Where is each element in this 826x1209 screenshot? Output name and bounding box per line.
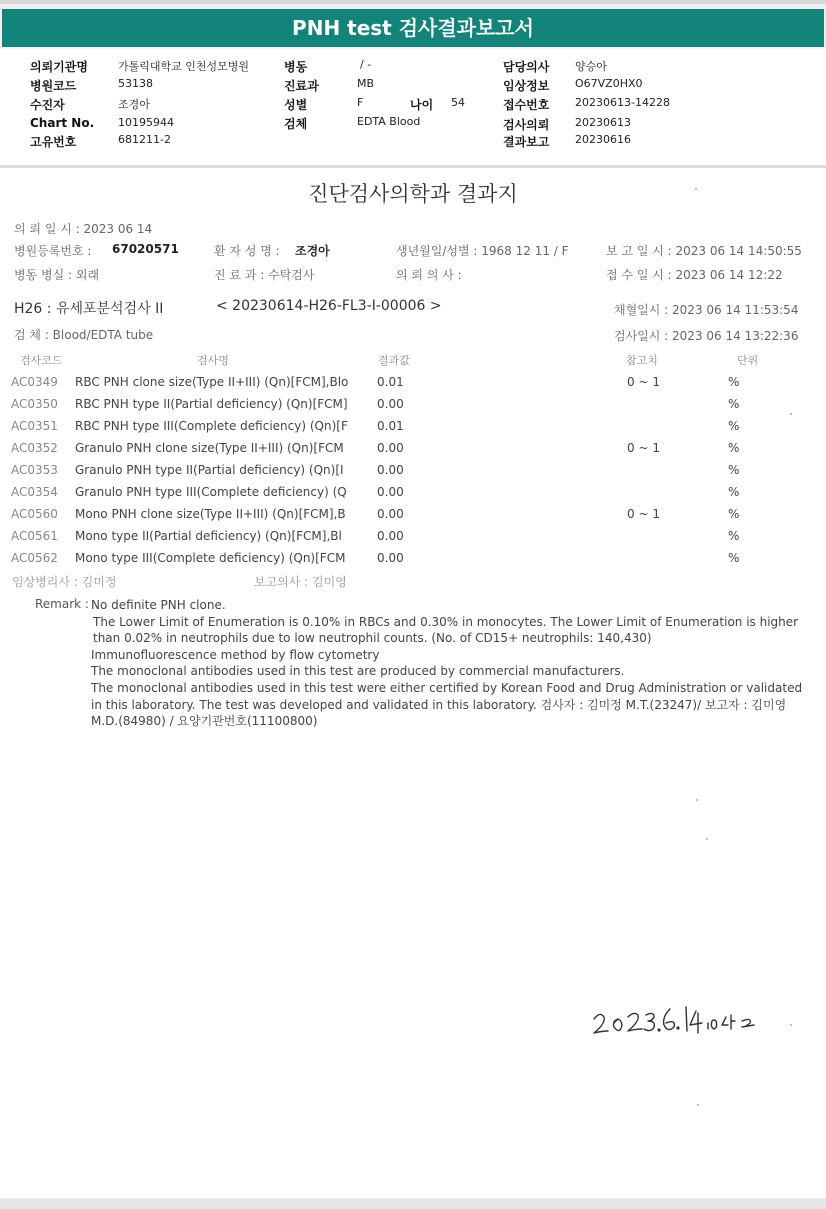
column-header-reference: 참고치 <box>626 354 658 367</box>
test-reference: 0 ~ 1 <box>627 375 660 389</box>
info-value: 20230613 <box>575 116 631 129</box>
age-value: 54 <box>451 96 465 109</box>
order-date: 의 뢰 일 시 : 2023 06 14 <box>14 222 153 236</box>
test-result: 0.00 <box>377 463 404 477</box>
report-datetime: 보 고 일 시 : 2023 06 14 14:50:55 <box>606 244 802 258</box>
test-reference: 0 ~ 1 <box>627 507 660 521</box>
column-header-result: 결과값 <box>378 354 410 367</box>
info-label: 검체 <box>284 117 308 131</box>
test-code: AC0350 <box>11 397 58 411</box>
info-label: 검사의뢰 <box>503 118 550 132</box>
table-row <box>0 460 826 482</box>
test-name: RBC PNH type III(Complete deficiency) (Qn)[F <box>75 419 348 433</box>
test-name: Mono PNH clone size(Type II+III) (Qn)[FCM],B <box>75 507 346 521</box>
test-unit: % <box>728 529 740 543</box>
table-row <box>0 394 826 416</box>
test-name: Granulo PNH clone size(Type II+III) (Qn)[FCM <box>75 441 344 455</box>
column-header-name: 검사명 <box>197 354 229 367</box>
info-value: 20230613-14228 <box>575 96 670 109</box>
test-unit: % <box>728 375 740 389</box>
test-result: 0.00 <box>377 507 404 521</box>
patient-name: 조경아 <box>295 244 330 258</box>
remark-line: The monoclonal antibodies used in this test were either certified by Korean Food and Drug Administration or validated in this laboratory. The test was developed and validated in this laboratory. 검사자 : 김미정 M.T.(23247)/ 보고자 : 김미영 M.D.(84980) / 요양기관번호(11100800) <box>91 680 803 729</box>
info-value: O67VZ0HX0 <box>575 77 643 90</box>
info-value: 53138 <box>118 77 153 90</box>
test-code: AC0353 <box>11 463 58 477</box>
column-header-code: 검사코드 <box>20 354 63 367</box>
result-sheet-title: 진단검사의학과 결과지 <box>308 182 518 206</box>
info-label: 병동 <box>284 60 308 74</box>
test-code: AC0349 <box>11 375 58 389</box>
table-row <box>0 504 826 526</box>
test-title: H26 : 유세포분석검사 II <box>14 301 164 317</box>
info-label: 병원코드 <box>30 79 77 93</box>
test-result: 0.00 <box>377 551 404 565</box>
report-header: PNH test 검사결과보고서 <box>2 9 824 47</box>
test-name: Mono type III(Complete deficiency) (Qn)[FCM <box>75 551 346 565</box>
test-name: RBC PNH type II(Partial deficiency) (Qn)[FCM] <box>75 397 348 411</box>
test-code: AC0351 <box>11 419 58 433</box>
table-row <box>0 482 826 504</box>
test-unit: % <box>728 463 740 477</box>
handwritten-signature <box>590 1001 780 1045</box>
test-unit: % <box>728 419 740 433</box>
info-label: Chart No. <box>30 116 95 130</box>
table-row <box>0 372 826 394</box>
table-row <box>0 438 826 460</box>
top-border <box>0 0 826 4</box>
age-label: 나이 <box>410 98 434 112</box>
test-unit: % <box>728 507 740 521</box>
test-result: 0.00 <box>377 397 404 411</box>
table-row <box>0 416 826 438</box>
reporting-doctor: 보고의사 : 김미영 <box>254 575 347 589</box>
remark-text <box>91 597 813 730</box>
test-result: 0.01 <box>377 375 404 389</box>
test-code: AC0352 <box>11 441 58 455</box>
test-result: 0.00 <box>377 441 404 455</box>
remark-line: The monoclonal antibodies used in this test are produced by commercial manufacturers. <box>91 664 625 679</box>
patient-info-panel <box>0 49 826 165</box>
test-unit: % <box>728 551 740 565</box>
info-value: F <box>357 96 364 109</box>
test-code: AC0561 <box>11 529 58 543</box>
patient-name-label: 환 자 성 명 : <box>214 244 280 258</box>
info-label: 의뢰기관명 <box>30 60 88 74</box>
info-value: 681211-2 <box>118 133 171 146</box>
info-value: 조경아 <box>118 98 150 111</box>
info-label: 성별 <box>284 98 308 112</box>
ward-room: 병동 병실 : 외래 <box>14 268 100 282</box>
test-name: RBC PNH clone size(Type II+III) (Qn)[FCM],Blo <box>75 375 349 389</box>
accession-number: < 20230614-H26-FL3-I-00006 > <box>216 298 442 314</box>
results-table <box>0 372 826 570</box>
test-reference: 0 ~ 1 <box>627 441 660 455</box>
scanned-result-sheet <box>0 168 826 1198</box>
info-label: 수진자 <box>30 98 65 112</box>
info-value: EDTA Blood <box>357 115 421 128</box>
info-label: 임상정보 <box>503 79 550 93</box>
info-value: MB <box>357 77 375 90</box>
test-name: Granulo PNH type III(Complete deficiency) (Q <box>75 485 347 499</box>
department: 진 료 과 : 수탁검사 <box>214 268 315 282</box>
remark-line: No definite PNH clone. <box>91 598 226 612</box>
test-code: AC0562 <box>11 551 58 565</box>
test-name: Granulo PNH type II(Partial deficiency) (Qn)[I <box>75 463 344 477</box>
test-unit: % <box>728 441 740 455</box>
birth-sex: 생년월일/성별 : 1968 12 11 / F <box>396 244 569 258</box>
info-value: / - <box>360 58 372 71</box>
bottom-border <box>0 1198 826 1209</box>
table-row <box>0 526 826 548</box>
collection-datetime: 채혈일시 : 2023 06 14 11:53:54 <box>614 303 799 317</box>
info-value: 가톨릭대학교 인천성모병원 <box>118 60 250 73</box>
test-datetime: 검사일시 : 2023 06 14 13:22:36 <box>614 329 799 343</box>
test-code: AC0354 <box>11 485 58 499</box>
test-result: 0.00 <box>377 485 404 499</box>
column-header-unit: 단위 <box>737 354 759 367</box>
info-value: 10195944 <box>118 116 174 129</box>
remark-label: Remark : <box>35 597 89 611</box>
info-label: 진료과 <box>284 79 319 93</box>
remark-line: The Lower Limit of Enumeration is 0.10% in RBCs and 0.30% in monocytes. The Lower Limit of Enumeration is higher than 0.02% in neutrophils due to low neutrophil counts. (No. of CD15+ neutrophils: 140,430) <box>93 614 799 646</box>
info-label: 접수번호 <box>503 98 550 112</box>
test-result: 0.01 <box>377 419 404 433</box>
info-label: 결과보고 <box>503 135 550 149</box>
table-row <box>0 548 826 570</box>
pathologist: 임상병리사 : 김미정 <box>12 575 117 589</box>
info-value: 20230616 <box>575 133 631 146</box>
specimen: 검 체 : Blood/EDTA tube <box>14 328 154 342</box>
ordering-doctor: 의 뢰 의 사 : <box>396 268 462 282</box>
registration-label: 병원등록번호 : <box>14 244 92 258</box>
info-label: 담당의사 <box>503 60 550 74</box>
info-value: 양승아 <box>575 60 607 73</box>
remark-line: Immunofluorescence method by flow cytometry <box>91 647 380 662</box>
receive-datetime: 접 수 일 시 : 2023 06 14 12:22 <box>606 268 783 282</box>
test-unit: % <box>728 397 740 411</box>
test-name: Mono type II(Partial deficiency) (Qn)[FCM],Bl <box>75 529 342 543</box>
test-code: AC0560 <box>11 507 58 521</box>
registration-number: 67020571 <box>112 242 179 256</box>
test-unit: % <box>728 485 740 499</box>
info-label: 고유번호 <box>30 135 77 149</box>
test-result: 0.00 <box>377 529 404 543</box>
